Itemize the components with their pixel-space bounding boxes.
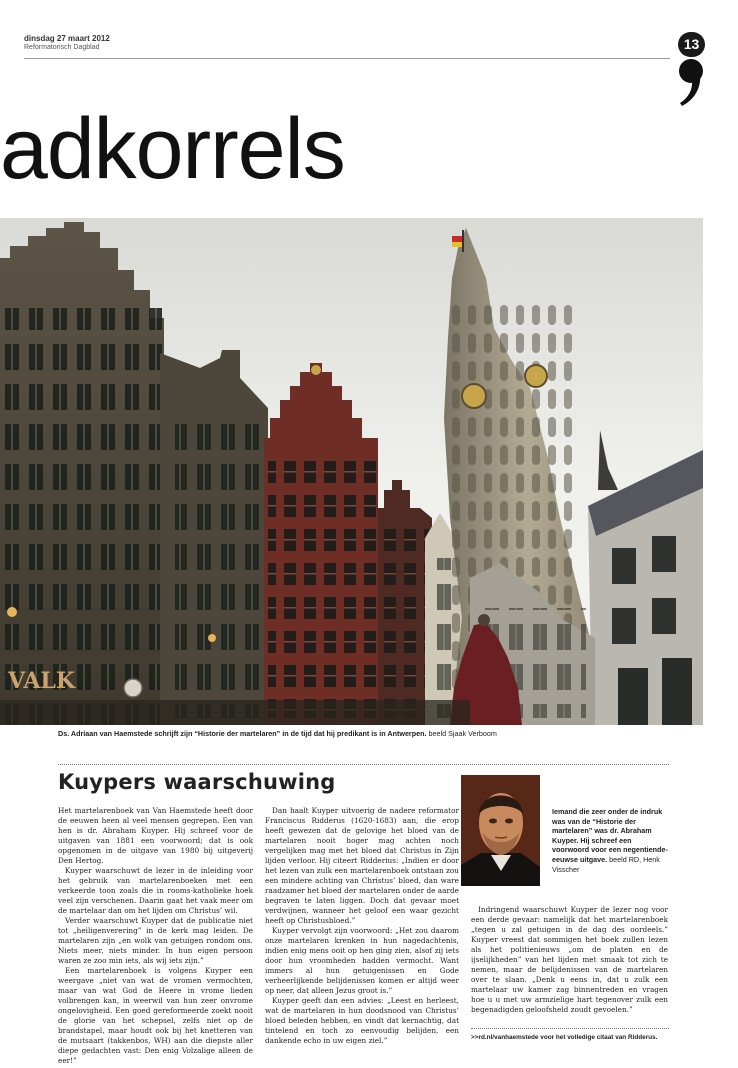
portrait-credit: beeld RD, Henk Visscher [552,854,660,874]
paragraph: Het martelarenboek van Van Haemstede heeft door de eeuwen heen al veel mensen gegrepen. Een van hen is dr. Abraham Kuyper. Hij schreef voor de uitgaven van 1881 een voorwoord; dat is ook opgenomen in de uitgave van 1980 bij uitgeverij Den Hertog. [58,806,253,865]
article-column-1 [58,806,253,1066]
newspaper-name: Reformatorisch Dagblad [24,44,100,51]
article-column-3 [471,905,668,1015]
paragraph: Indringend waarschuwt Kuyper de lezer nog voor een derde gevaar: namelijk dat het martelarenboek „tegen u zal getuigen in de dag des oordeels.” Kuyper vreest dat sommigen het boek zullen lezen als het politienieuws „om de platen en de ijselijkheden” van het lijden met smaak tot zich te nemen, maar de belijdenissen van de martelaren over te slaan. „Denk u eens in, dat u zulk een martelaar uw kamer zag binnentreden en vragen hoe u u met uw armzielige hart tegenover zulk een begenadigden geloofsheld zoudt gevoelen.” [471,905,668,1014]
article-headline: Kuypers waarschuwing [58,770,336,794]
paragraph: Een martelarenboek is volgens Kuyper een weergave „niet van wat de vromen vermochten, maar van wat God de Heere in vrome lieden volbrengen kan, in weerwil van hun zeer onvrome ongelovigheid. Een goed gereformeerde zoekt nooit de glorie van het schepsel, zelfs niet op de brandstapel, maar houdt ook bij het knetteren van de mutsaart (takkenbos, WH) aan die diepste aller diepe gedachten vast: Den enig Volzalige alleen de eer!” [58,966,253,1065]
photo-caption-text: Ds. Adriaan van Haemstede schrijft zijn “Historie der martelaren” in de tijd dat hij predikant is in Antwerpen. [58,729,427,738]
article-column-2 [265,806,459,1046]
dotted-divider-bottom [471,1028,669,1029]
section-title: adkorrels [0,101,345,197]
web-link-note[interactable]: >>rd.nl/vanhaemstede voor het volledige citaat van Ridderus. [471,1034,658,1041]
header-divider [24,58,670,59]
photo-credit: beeld Sjaak Verboom [428,729,497,738]
cathedral-photo [0,218,703,725]
page-number-badge: 13 [678,32,705,57]
portrait-caption [552,807,670,874]
kuyper-portrait [461,775,540,886]
paragraph: Verder waarschuwt Kuyper dat de publicatie niet tot „heiligenverering” in de kerk mag leiden. De martelaren zijn „en wolk van getuigen rondom ons. Niets meer, niets minder. In hun eigen persoon waren ze zoo min iets, als wij iets zijn.” [58,916,253,965]
photo-caption [58,729,497,738]
header-date: dinsdag 27 maart 2012 [24,34,110,43]
paragraph: Kuyper waarschuwt de lezer in de inleiding voor het gebruik van martelarenboeken met een verkeerde toon zoals die in rooms-katholieke hoek veel zijn verschenen. Daarin gaat het vaak meer om de martelaar dan om het lijden om Christus’ wil. [58,866,253,915]
paragraph: Kuyper vervolgt zijn voorwoord: „Het zou daarom onze martelaren krenken in hun nagedachtenis, indien enig mens ooit op hen ging zien, alsof zij iets door hun vroomheden hadden vermocht. Want immers al hun getuigenissen en Gode verheerlijkende belijdenissen komen er altijd weer op neer, dat alleen Jezus groot is.” [265,926,459,995]
portrait-caption-text: Iemand die zeer onder de indruk was van de “Historie der martelaren” was dr. Abraham Kuyper. Hij schreef een voorwoord voor een negentiende-eeuwse uitgave. [552,807,668,864]
dotted-divider [58,764,669,765]
photo-shop-sign: VALK [8,668,76,694]
paragraph: Dan haalt Kuyper uitvoerig de nadere reformator Franciscus Ridderus (1620-1683) aan, die erop heeft gewezen dat de gelovige het bloed van de martelaren nooit hoger mag achten noch vergelijken mag met het bloed dat Christus in Zijn lijden verloor. Hij citeert Ridderius: „Indien er door het lezen van zulk een martelarenboek ontstaan zou een mindere achting van Christus’ bloed, dan ware raadzamer het bloed der martelaren onder de aarde begraven te laten liggen. Doch dat gevaar moet verdwijnen, wanneer het geloof een waar gezicht heeft op Christusbloed.” [265,806,459,925]
comma-logo-icon [676,58,706,108]
paragraph: Kuyper geeft dan een advies: „Leest en herleest, wat de martelaren in hun doodsnood van Christus’ bloed beleden hebben, en vindt dat kernachtig, dat tintelend en toch zo eenvoudig belijden, een dankende echo in uw eigen ziel.” [265,996,459,1045]
